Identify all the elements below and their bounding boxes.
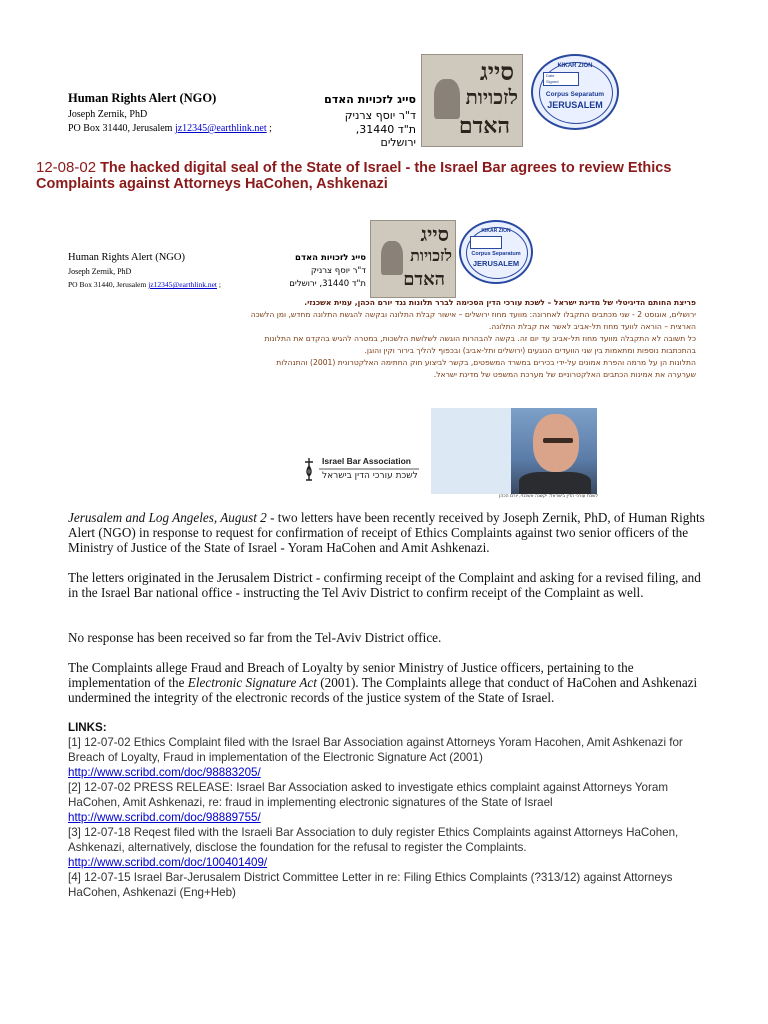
hebrew-headline: פריצת החותם הדיגיטלי של מדינת ישראל – לשכת עורכי הדין הסכימה לברר תלונות נגד יורם הכהן, עמית אשכנזי. xyxy=(304,298,696,307)
hebrew-line: התלונות הן על מרמה והפרת אמונים על-ידי בכירים במשרד המשפטים, בקשר לביצוע חוק החתימה האלקטרונית (2001) והתנהלות xyxy=(276,358,696,367)
portrait-shoulders xyxy=(519,472,591,494)
address-2: PO Box 31440, Jerusalem xyxy=(68,280,147,289)
seal2-top: KIKAR ZION xyxy=(481,228,511,234)
seal-line2: JERUSALEM xyxy=(547,100,603,110)
logo2-word-2: לזכויות xyxy=(410,246,452,265)
separator-2: ; xyxy=(218,280,221,289)
act-name: Electronic Signature Act xyxy=(187,675,317,690)
link-item-text: [3] 12-07-18 Reqest filed with the Israeli Bar Association to duly register Ethics Complaints against Attorneys HaCohen, Ashkenazi, alternatively, disclose the foundation for the refusal to register the Complaints. xyxy=(68,826,679,854)
body-paragraph-1 xyxy=(68,510,708,555)
logo-figure xyxy=(434,79,460,119)
hebrew-line: הארצית – הוראה לוועד מחוז תל-אביב לאשר את קבלת התלונה. xyxy=(488,322,696,331)
iba-name-en: Israel Bar Association xyxy=(322,456,411,466)
portrait-glasses xyxy=(543,438,573,443)
author-name-2: Joseph Zernik, PhD xyxy=(68,267,132,276)
photo-background xyxy=(431,408,511,494)
org-logo xyxy=(421,54,523,147)
photo-caption: לשכת עורכי הדין בישראל: יקשנה אשכנזי, יורם הכהן xyxy=(499,494,598,499)
seal-stamp-box xyxy=(543,72,579,86)
address-line xyxy=(68,123,272,134)
portrait-face xyxy=(533,414,579,472)
body-paragraph-3: No response has been received so far from the Tel-Aviv District office. xyxy=(68,630,442,645)
link-item-text: [2] 12-07-02 PRESS RELEASE: Israel Bar Association asked to investigate ethics complaint against Attorneys Yoram HaCohen, Amit Ashkenazi, re: fraud in implementing electronic signatures of the State of Israel xyxy=(68,781,668,809)
org-logo-2 xyxy=(370,220,456,298)
jerusalem-seal-2 xyxy=(459,220,533,284)
org-name-2: Human Rights Alert (NGO) xyxy=(68,252,185,263)
title-date: 12-08-02 xyxy=(36,159,97,176)
links-section xyxy=(68,720,718,900)
page-title xyxy=(36,160,736,192)
heb-address: ת"ד 31440, ירושלים xyxy=(355,123,416,149)
dateline: Jerusalem and Log Angeles, August 2 xyxy=(68,510,267,525)
seal-line1: Corpus Separatum xyxy=(545,91,605,98)
logo-word-1: סייג xyxy=(479,57,514,86)
heb-org-name-2: סייג לזכויות האדם xyxy=(295,253,366,263)
seal2-line2: JERUSALEM xyxy=(472,259,520,268)
heb-org-name: סייג לזכויות האדם xyxy=(324,93,416,106)
email-link-2[interactable]: jz12345@earthlink.net xyxy=(148,280,217,289)
body-paragraph-4 xyxy=(68,660,708,705)
seal-top: KIKAR ZION xyxy=(557,63,593,69)
hebrew-line: ירושלים, אוגוסט 2 - שני מכתבים התקבלו לאחרונה: מוועד מחוז ירושלים – אישור קבלת התלונה ובקשה להגשת התלונה מחדש, ומן הלשכה xyxy=(250,310,696,319)
portrait-photo xyxy=(511,408,597,494)
link-item-text: [4] 12-07-15 Israel Bar-Jerusalem District Committee Letter in re: Filing Ethics Complaints (?313/12) against Attorneys HaCohen, Ashkenazi (Eng+Heb) xyxy=(68,871,673,899)
hebrew-line: שערערה את אמינות הכתבים האלקטרוניים של מערכת המשפט של מדינת ישראל. xyxy=(433,370,696,379)
logo2-word-3: האדם xyxy=(403,269,445,290)
hebrew-line: בהתכתבות נוספות ומתאמות בין שני הוועדים הנוגעים (ירושלים ותל-אביב) ובכפוף להליך בירור וקין והוגן. xyxy=(364,346,696,355)
logo-word-3: האדם xyxy=(458,113,510,139)
seal-date-label: Date xyxy=(546,73,555,78)
address-line-2 xyxy=(68,280,221,289)
hebrew-summary xyxy=(62,297,696,381)
body-paragraph-2: The letters originated in the Jerusalem District - confirming receipt of the Complaint and asking for a revised filing, and in the Israel Bar national office - instructing the Tel Aviv District to confirm receipt of the Complaint as well. xyxy=(68,570,701,600)
p4-text-b: (2001). The Complaints allege that conduct of HaCohen and Ashkenazi undermined the integrity of the electronic records of the justice system of the State of Israel. xyxy=(68,675,698,705)
iba-name-he: לשכת עורכי הדין בישראל xyxy=(322,471,418,481)
links-heading: LINKS: xyxy=(68,721,107,734)
title-text: The hacked digital seal of the State of Israel - the Israel Bar agrees to review Ethics Complaints against Attorneys HaCohen, Ashkenazi xyxy=(36,160,672,192)
logo-word-2: לזכויות xyxy=(465,85,518,109)
logo-figure-2 xyxy=(381,241,403,275)
seal-signed-label: Signed xyxy=(546,79,559,84)
heb-address-2: ת"ד 31440, ירושלים xyxy=(289,279,366,289)
link-url[interactable]: http://www.scribd.com/doc/98883205/ xyxy=(68,766,261,779)
author-name: Joseph Zernik, PhD xyxy=(68,109,148,120)
link-url[interactable]: http://www.scribd.com/doc/98889755/ xyxy=(68,811,261,824)
seal2-stamp-box xyxy=(470,236,502,249)
org-name: Human Rights Alert (NGO) xyxy=(68,91,217,105)
email-link[interactable]: jz12345@earthlink.net xyxy=(174,123,267,134)
address: PO Box 31440, Jerusalem xyxy=(68,123,173,134)
link-item-text: [1] 12-07-02 Ethics Complaint filed with the Israel Bar Association against Attorneys Yoram Hacohen, Amit Ashkenazi for Breach of Loyalty, Fraud in implementation of the Electronic Signature Act (2001) xyxy=(68,736,683,764)
link-url[interactable]: http://www.scribd.com/doc/100401409/ xyxy=(68,856,268,869)
jerusalem-seal xyxy=(531,54,619,130)
seal2-line1: Corpus Separatum xyxy=(471,251,521,257)
separator: ; xyxy=(269,123,272,134)
heb-author-name-2: ד"ר יוסף צרניק xyxy=(310,266,366,276)
p1-text: - two letters have been recently received by Joseph Zernik, PhD, of Human Rights Alert (NGO) in response to request for confirmation of receipt of Ethics Complaints against two senior officers of the Ministry of Justice of the State of Israel - Yoram HaCohen and Amit Ashkenazi. xyxy=(68,510,705,555)
p4-text-a: The Complaints allege Fraud and Breach of Loyalty by senior Ministry of Justice officers, pertaining to the implementation of the xyxy=(68,660,634,690)
logo2-word-1: סייג xyxy=(420,222,449,246)
heb-author-name: ד"ר יוסף צרניק xyxy=(344,109,416,122)
hebrew-line: כל תשובה לא התקבלה מוועד מחוז תל-אביב עד יום זה. בקשה להבהרות הוגשה לשלושת הלשכות, במטרה להגיש בהקדם את התלונות xyxy=(264,334,696,343)
